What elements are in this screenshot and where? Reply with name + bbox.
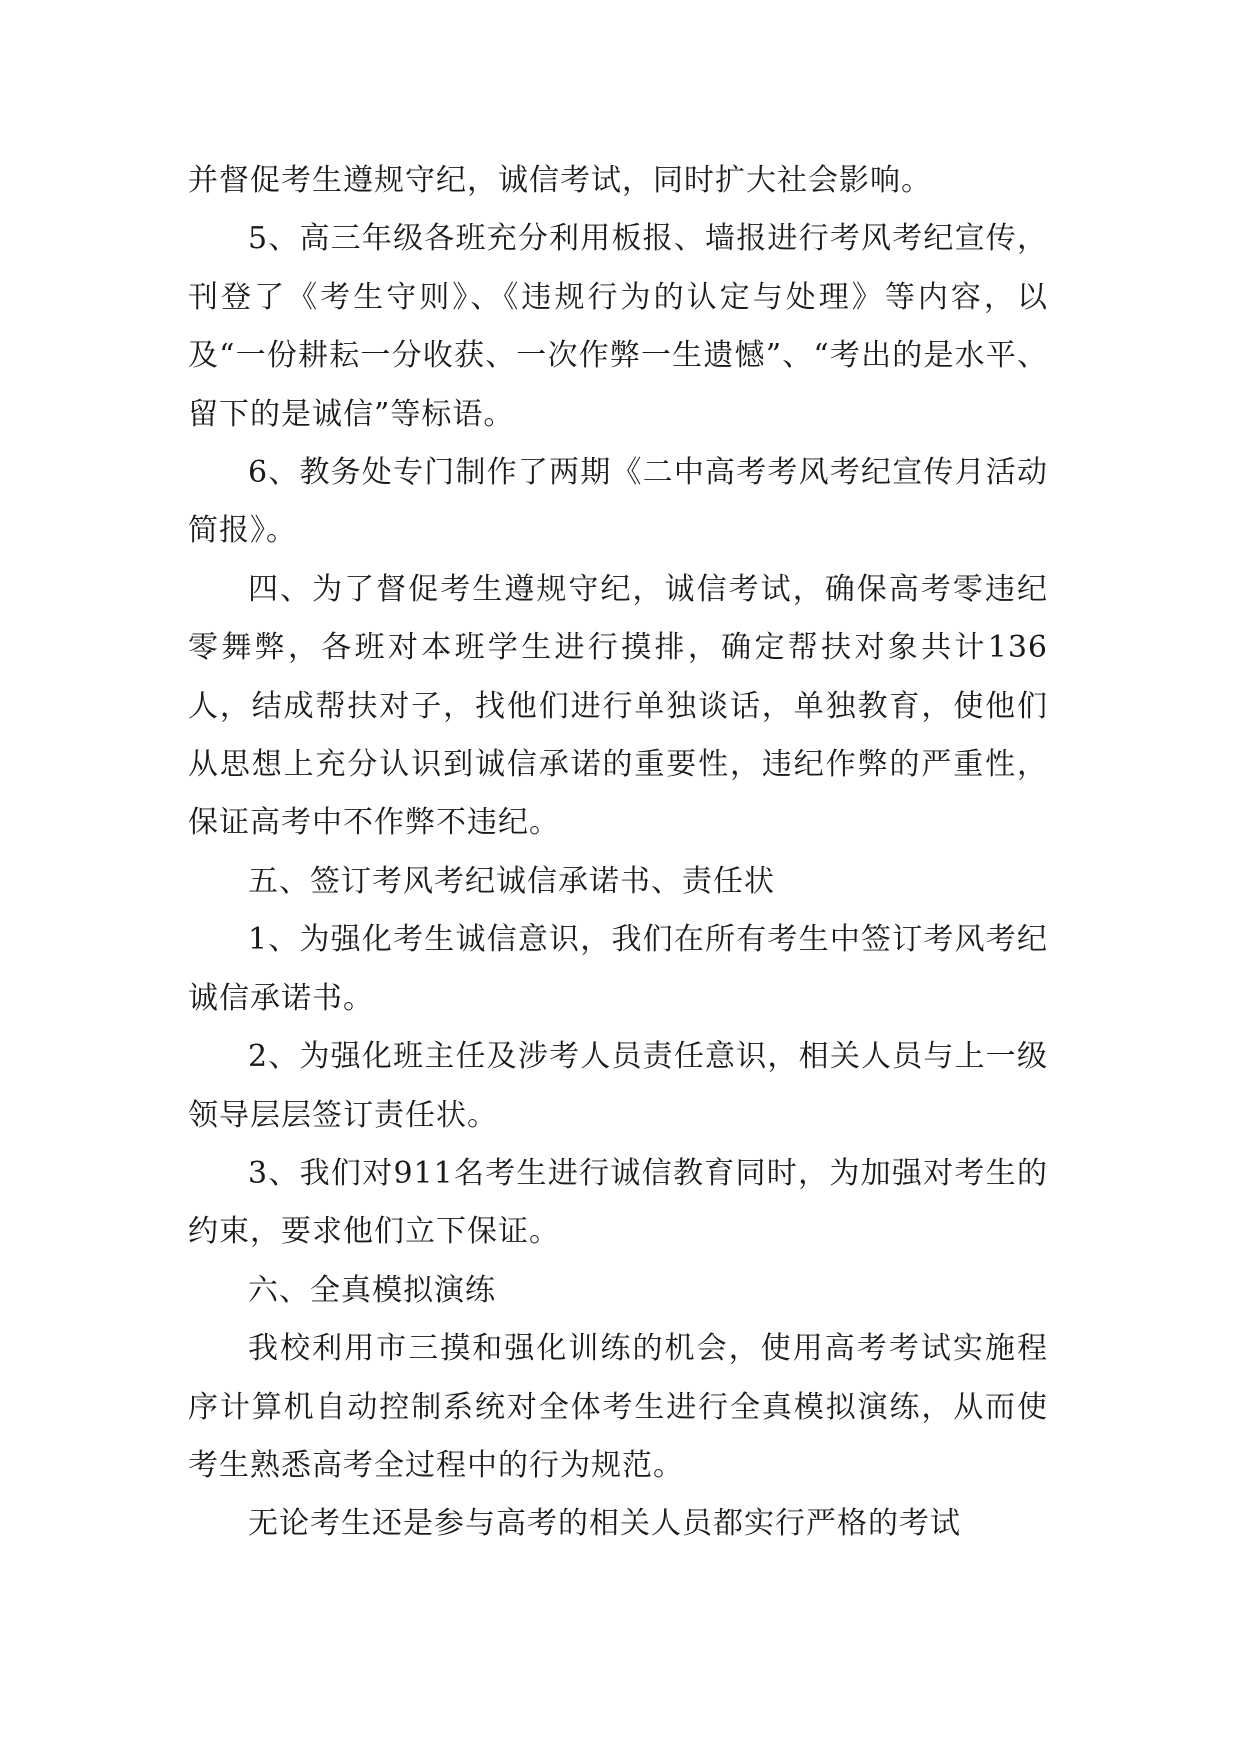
paragraph-simulation: 我校利用市三摸和强化训练的机会，使用高考考试实施程序计算机自动控制系统对全体考生进行全真模拟演练，从而使考生熟悉高考全过程中的行为规范。 (188, 1331, 1048, 1483)
paragraph-item-3: 3、我们对911名考生进行诚信教育同时，为加强对考生的约束，要求他们立下保证。 (188, 1155, 1048, 1250)
section-heading-6: 六、全真模拟演练 (248, 1272, 496, 1308)
paragraph-item-1: 1、为强化考生诚信意识，我们在所有考生中签订考风考纪诚信承诺书。 (188, 922, 1048, 1016)
paragraph-last: 无论考生还是参与高考的相关人员都实行严格的考试 (248, 1506, 961, 1542)
paragraph-item-2: 2、为强化班主任及涉考人员责任意识，相关人员与上一级领导层层签订责任状。 (188, 1039, 1048, 1133)
document-body (188, 152, 1048, 1554)
paragraph-item-5: 5、高三年级各班充分利用板报、墙报进行考风考纪宣传，刊登了《考生守则》、《违规行为的认定与处理》等内容，以及“一份耕耘一分收获、一次作弊一生遗憾”、“考出的是水平、留下的是诚信”等标语。 (188, 221, 1048, 432)
paragraph-item-6: 6、教务处专门制作了两期《二中高考考风考纪宣传月活动简报》。 (188, 455, 1048, 549)
paragraph-section-4: 四、为了督促考生遵规守纪，诚信考试，确保高考零违纪零舞弊，各班对本班学生进行摸排，确定帮扶对象共计136人，结成帮扶对子，找他们进行单独谈话，单独教育，使他们从思想上充分认识到诚信承诺的重要性，违纪作弊的严重性，保证高考中不作弊不违纪。 (188, 571, 1048, 841)
section-heading-5: 五、签订考风考纪诚信承诺书、责任状 (248, 863, 775, 899)
paragraph-continuation: 并督促考生遵规守纪，诚信考试，同时扩大社会影响。 (188, 163, 932, 198)
